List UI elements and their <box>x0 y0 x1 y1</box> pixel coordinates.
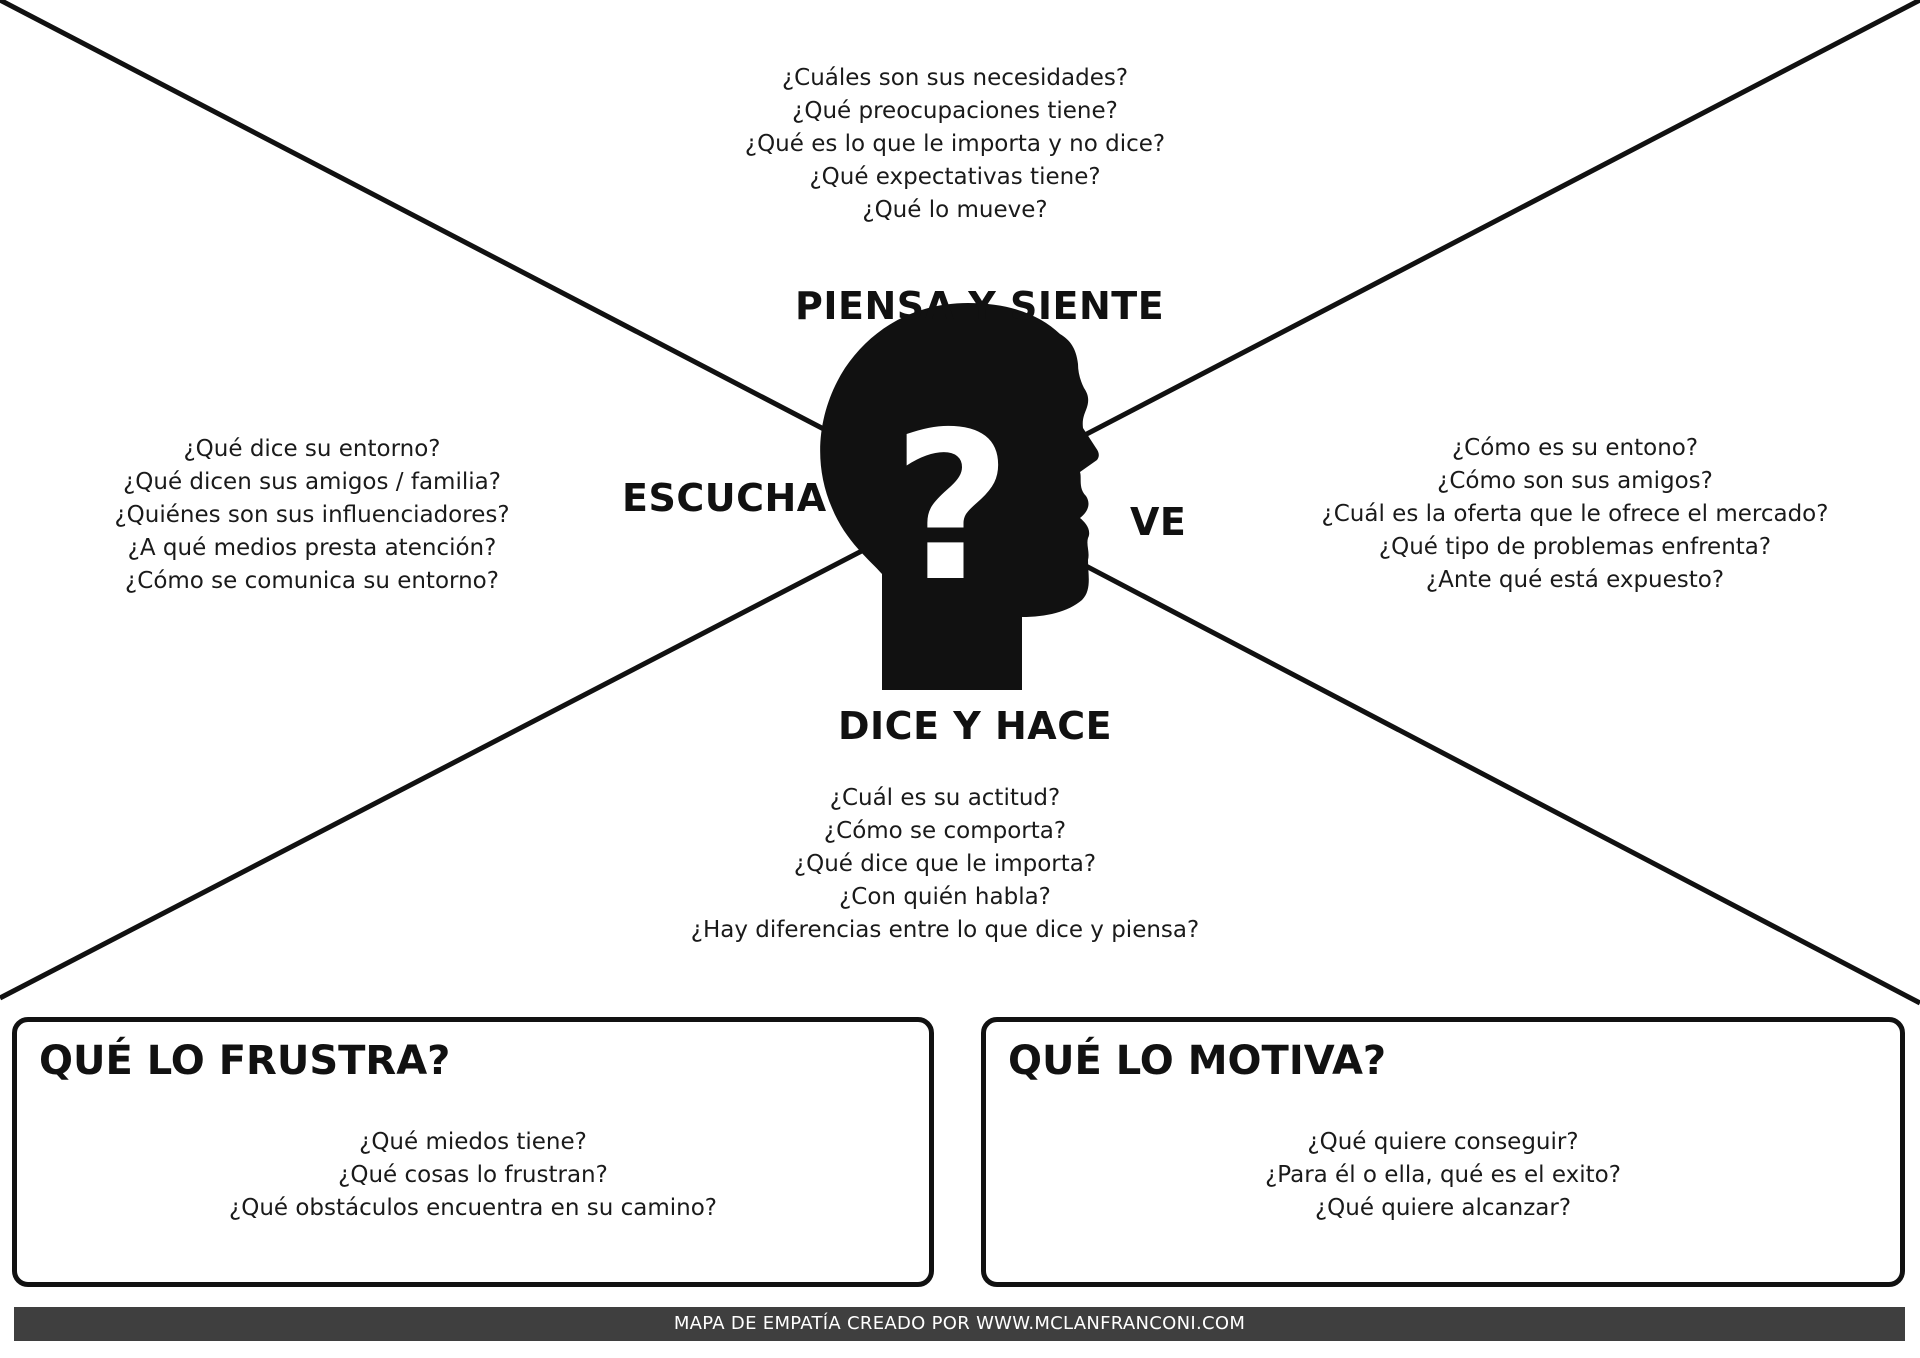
question-item: ¿Cómo es su entono? <box>1451 435 1699 461</box>
question-item: ¿Qué lo mueve? <box>862 197 1048 223</box>
question-item: ¿Ante qué está expuesto? <box>1425 567 1725 593</box>
question-item: ¿Cómo se comunica su entorno? <box>125 568 499 594</box>
hear-label: ESCUCHA <box>622 476 827 520</box>
question-item: ¿Hay diferencias entre lo que dice y piensa? <box>690 917 1200 943</box>
question-item: ¿Qué quiere alcanzar? <box>1314 1195 1572 1221</box>
question-item: ¿Qué cosas lo frustran? <box>338 1162 608 1188</box>
question-item: ¿Cómo se comporta? <box>823 818 1067 844</box>
question-item: ¿Qué dicen sus amigos / familia? <box>123 469 501 495</box>
question-item: ¿Quiénes son sus influenciadores? <box>114 502 510 528</box>
see-questions <box>1310 432 1840 597</box>
question-item: ¿Con quién habla? <box>839 884 1051 910</box>
question-item: ¿Qué preocupaciones tiene? <box>792 98 1118 124</box>
question-item: ¿Cuál es la oferta que le ofrece el mercado? <box>1321 501 1829 527</box>
frustrations-title: QUÉ LO FRUSTRA? <box>39 1038 451 1084</box>
question-item: ¿Qué dice su entorno? <box>183 436 441 462</box>
question-item: ¿A qué medios presta atención? <box>127 535 497 561</box>
see-label: VE <box>1130 500 1187 544</box>
motivations-questions <box>986 1126 1900 1225</box>
say-do-questions <box>645 782 1245 947</box>
footer-credit: MAPA DE EMPATÍA CREADO POR WWW.MCLANFRANCONI.COM <box>14 1307 1905 1341</box>
motivations-title: QUÉ LO MOTIVA? <box>1008 1038 1387 1084</box>
question-item: ¿Qué es lo que le importa y no dice? <box>744 131 1166 157</box>
head-silhouette-icon <box>820 303 1099 690</box>
question-item: ¿Qué quiere conseguir? <box>1307 1129 1579 1155</box>
say-do-label: DICE Y HACE <box>838 704 1113 748</box>
think-feel-label: PIENSA Y SIENTE <box>795 284 1165 328</box>
head-question-mark: ? <box>892 389 1012 627</box>
frustrations-questions <box>17 1126 929 1225</box>
question-item: ¿Para él o ella, qué es el exito? <box>1265 1162 1621 1188</box>
hear-questions <box>92 433 532 598</box>
question-item: ¿Qué tipo de problemas enfrenta? <box>1378 534 1772 560</box>
question-item: ¿Cómo son sus amigos? <box>1437 468 1713 494</box>
think-feel-questions <box>645 62 1265 227</box>
frustrations-panel <box>12 1017 934 1287</box>
question-item: ¿Cuál es su actitud? <box>829 785 1061 811</box>
motivations-panel <box>981 1017 1905 1287</box>
question-item: ¿Qué expectativas tiene? <box>809 164 1101 190</box>
question-item: ¿Qué obstáculos encuentra en su camino? <box>229 1195 717 1221</box>
question-item: ¿Qué dice que le importa? <box>793 851 1097 877</box>
question-item: ¿Qué miedos tiene? <box>359 1129 587 1155</box>
question-item: ¿Cuáles son sus necesidades? <box>781 65 1129 91</box>
